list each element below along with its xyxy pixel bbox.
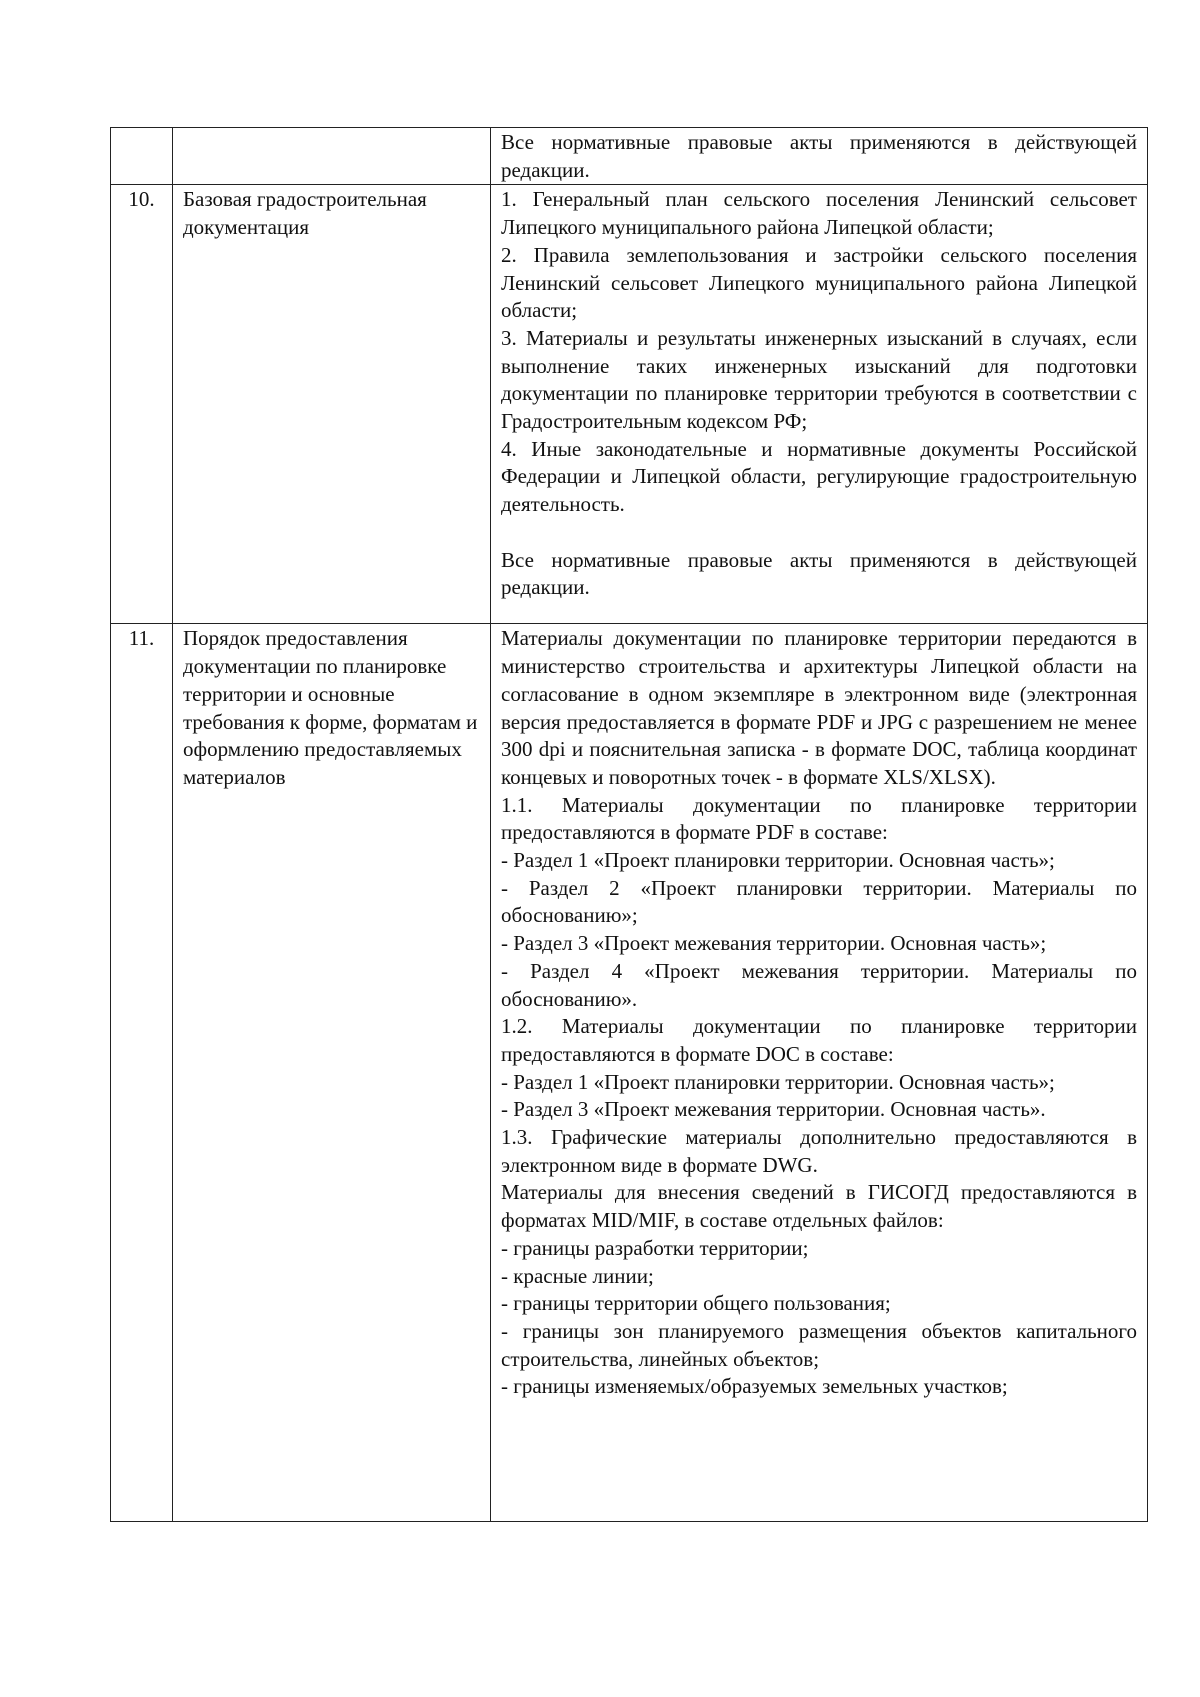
content-paragraph: - границы зон планируемого размещения объектов капитального строительства, линейных объектов; <box>501 1318 1137 1371</box>
content-paragraph: - красные линии; <box>501 1263 654 1288</box>
row-content-cell <box>491 128 1148 185</box>
content-paragraph: - Раздел 2 «Проект планировки территории. Материалы по обоснованию»; <box>501 875 1137 928</box>
table-row <box>111 624 1148 1522</box>
document-page <box>110 127 1147 1522</box>
row-label-cell: Базовая градостроительная документация <box>173 185 491 624</box>
row-content-cell <box>491 624 1148 1522</box>
content-paragraph: 1. Генеральный план сельского поселения Ленинский сельсовет Липецкого муниципального района Липецкой области; <box>501 187 1137 240</box>
content-paragraph: - Раздел 3 «Проект межевания территории. Основная часть»; <box>501 931 1047 956</box>
content-paragraph: 2. Правила землепользования и застройки сельского поселения Ленинский сельсовет Липецкого муниципального района Липецкой области; <box>501 242 1137 323</box>
content-paragraph: - Раздел 1 «Проект планировки территории. Основная часть»; <box>501 1069 1055 1094</box>
content-paragraph: - Раздел 3 «Проект межевания территории. Основная часть». <box>501 1097 1046 1122</box>
row-number-cell: 10. <box>111 185 173 624</box>
content-paragraph: Материалы документации по планировке территории передаются в министерство строительства и архитектуры Липецкой области на согласование в одном экземпляре в электронном виде (электронная версия предоставляется в формате PDF и JPG с разрешением не менее 300 dpi и пояснительная записка - в формате DOC, таблица координат концевых и поворотных точек - в формате XLS/XLSX). <box>501 626 1137 789</box>
requirements-table <box>110 127 1148 1522</box>
content-paragraph: - границы разработки территории; <box>501 1235 809 1260</box>
table-row <box>111 185 1148 624</box>
row-content-cell <box>491 185 1148 624</box>
row-label-cell: Порядок предоставления документации по планировке территории и основные требования к форме, форматам и оформлению предоставляемых материалов <box>173 624 491 1522</box>
content-paragraph: - границы территории общего пользования; <box>501 1291 891 1316</box>
content-paragraph: Все нормативные правовые акты применяются в действующей редакции. <box>501 547 1137 600</box>
content-paragraph: 1.1. Материалы документации по планировке территории предоставляются в формате PDF в составе: <box>501 792 1137 845</box>
content-paragraph: 3. Материалы и результаты инженерных изысканий в случаях, если выполнение таких инженерных изысканий для подготовки документации по планировке территории требуются в соответствии с Градостроительным кодексом РФ; <box>501 325 1137 434</box>
row-label-cell <box>173 128 491 185</box>
content-paragraph: - границы изменяемых/образуемых земельных участков; <box>501 1374 1008 1399</box>
row-number-cell <box>111 128 173 185</box>
content-paragraph: 1.2. Материалы документации по планировке территории предоставляются в формате DOC в составе: <box>501 1014 1137 1066</box>
content-paragraph: - Раздел 4 «Проект межевания территории. Материалы по обоснованию». <box>501 958 1137 1011</box>
content-paragraph: 4. Иные законодательные и нормативные документы Российской Федерации и Липецкой области, регулирующие градостроительную деятельность. <box>501 436 1137 517</box>
table-row <box>111 128 1148 185</box>
content-paragraph: Все нормативные правовые акты применяются в действующей редакции. <box>501 130 1137 182</box>
row-number-cell: 11. <box>111 624 173 1522</box>
content-paragraph: Материалы для внесения сведений в ГИСОГД предоставляются в форматах MID/MIF, в составе отдельных файлов: <box>501 1180 1137 1233</box>
content-paragraph: - Раздел 1 «Проект планировки территории. Основная часть»; <box>501 848 1055 873</box>
content-paragraph: 1.3. Графические материалы дополнительно предоставляются в электронном виде в формате DWG. <box>501 1125 1137 1177</box>
